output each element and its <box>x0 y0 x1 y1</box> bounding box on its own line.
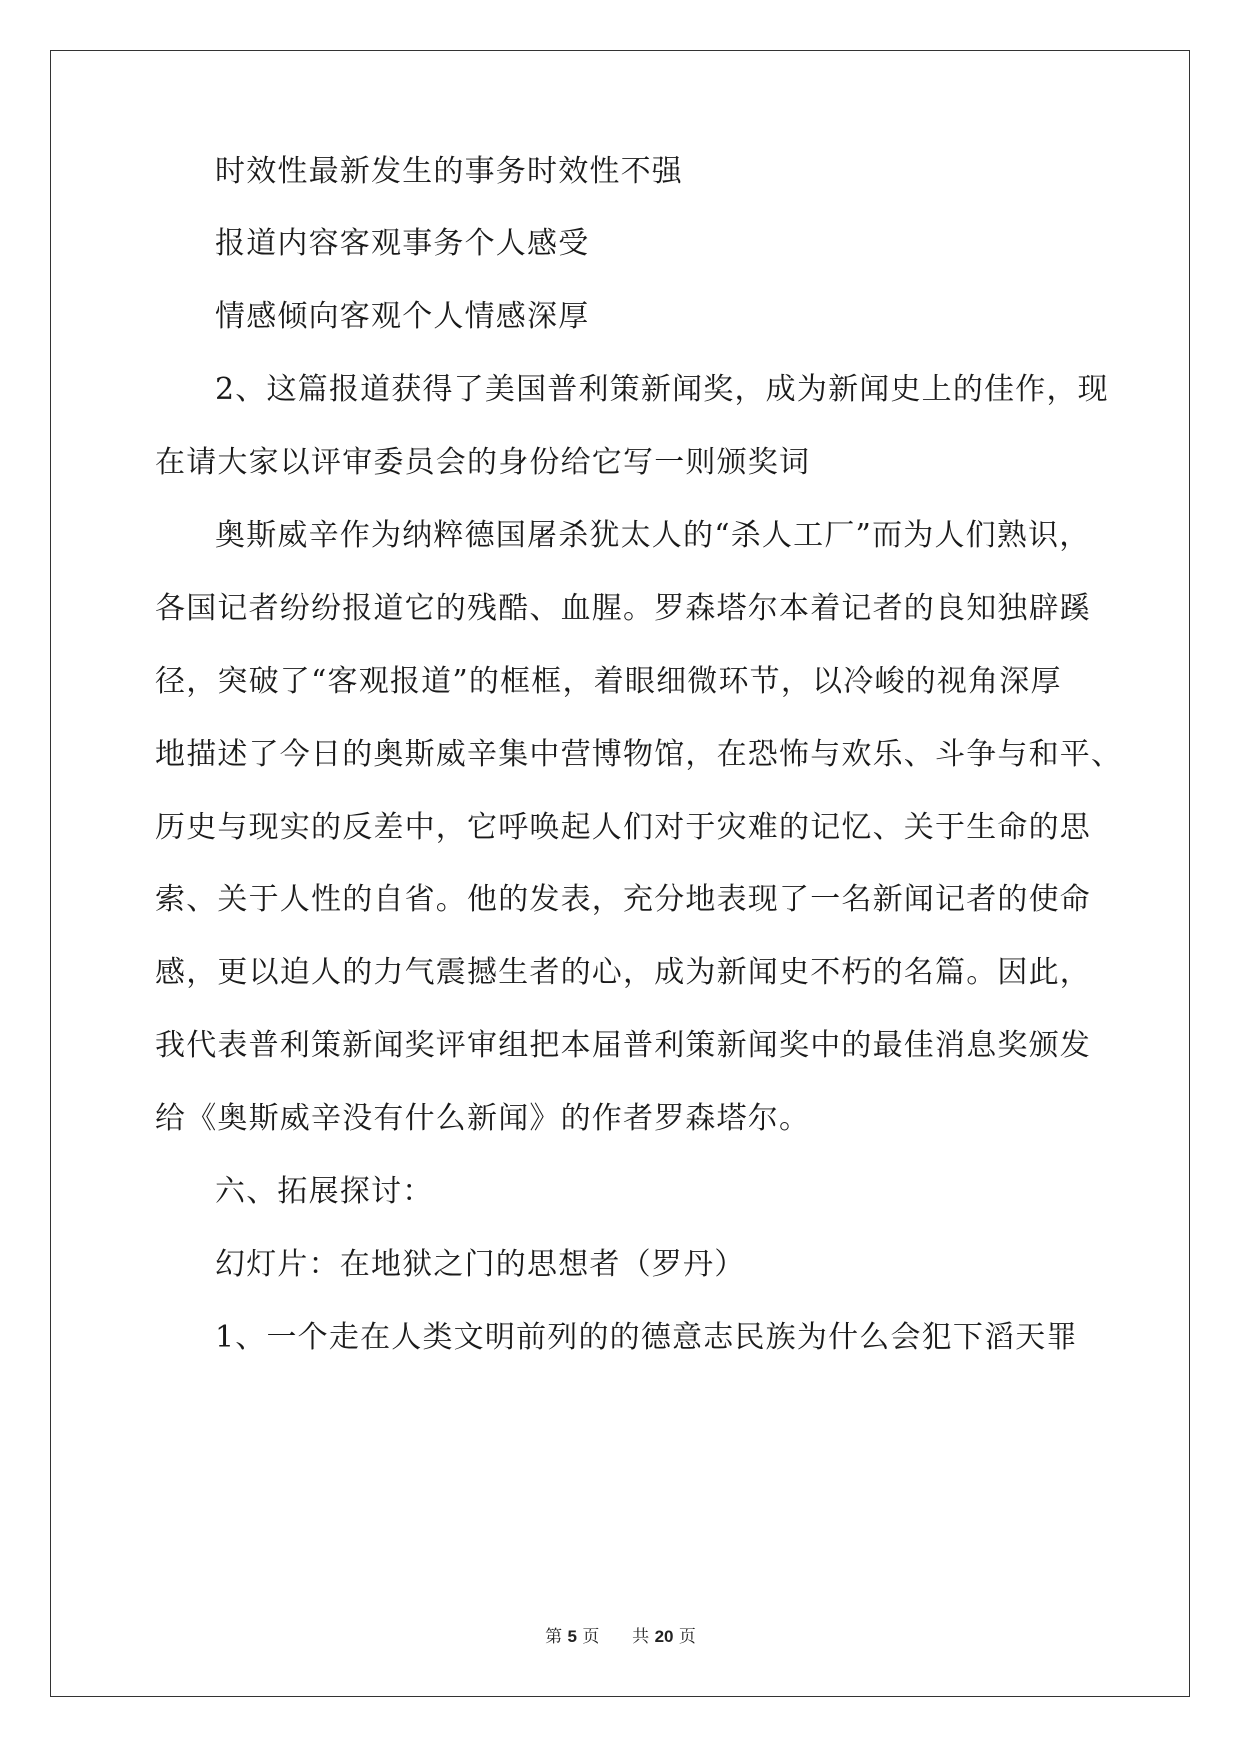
paragraph-line: 给《奥斯威辛没有什么新闻》的作者罗森塔尔。 <box>155 1101 811 1136</box>
total-pages: 20 <box>654 1627 674 1646</box>
paragraph-line: 幻灯片：在地狱之门的思想者（罗丹） <box>215 1247 746 1282</box>
paragraph-line: 各国记者纷纷报道它的残酷、血腥。罗森塔尔本着记者的良知独辟蹊 <box>155 591 1091 626</box>
paragraph-line: 时效性最新发生的事务时效性不强 <box>215 154 683 189</box>
paragraph-line: 2、这篇报道获得了美国普利策新闻奖，成为新闻史上的佳作，现 <box>215 372 1109 407</box>
paragraph-line: 地描述了今日的奥斯威辛集中营博物馆，在恐怖与欢乐、斗争与和平、 <box>155 737 1123 772</box>
paragraph-line: 情感倾向客观个人情感深厚 <box>215 299 590 334</box>
paragraph-line: 索、关于人性的自省。他的发表，充分地表现了一名新闻记者的使命 <box>155 882 1091 917</box>
total-label-prefix: 共 <box>632 1627 650 1647</box>
page-footer <box>0 1622 1241 1647</box>
paragraph-line: 报道内容客观事务个人感受 <box>215 226 590 261</box>
page-number: 5 <box>567 1627 577 1646</box>
paragraph-line: 感，更以迫人的力气震撼生者的心，成为新闻史不朽的名篇。因此， <box>155 955 1091 990</box>
paragraph-line: 1、一个走在人类文明前列的的德意志民族为什么会犯下滔天罪 <box>215 1320 1078 1355</box>
page-label-suffix: 页 <box>582 1627 600 1647</box>
total-label-suffix: 页 <box>678 1627 696 1647</box>
paragraph-line: 历史与现实的反差中，它呼唤起人们对于灾难的记忆、关于生命的思 <box>155 810 1091 845</box>
paragraph-line: 我代表普利策新闻奖评审组把本届普利策新闻奖中的最佳消息奖颁发 <box>155 1028 1091 1063</box>
paragraph-line: 径，突破了“客观报道”的框框，着眼细微环节，以冷峻的视角深厚 <box>155 664 1062 699</box>
page-label-prefix: 第 <box>545 1627 563 1647</box>
section-heading: 六、拓展探讨： <box>215 1174 434 1209</box>
paragraph-line: 在请大家以评审委员会的身份给它写一则颁奖词 <box>155 445 811 480</box>
paragraph-line: 奥斯威辛作为纳粹德国屠杀犹太人的“杀人工厂”而为人们熟识， <box>215 518 1091 553</box>
